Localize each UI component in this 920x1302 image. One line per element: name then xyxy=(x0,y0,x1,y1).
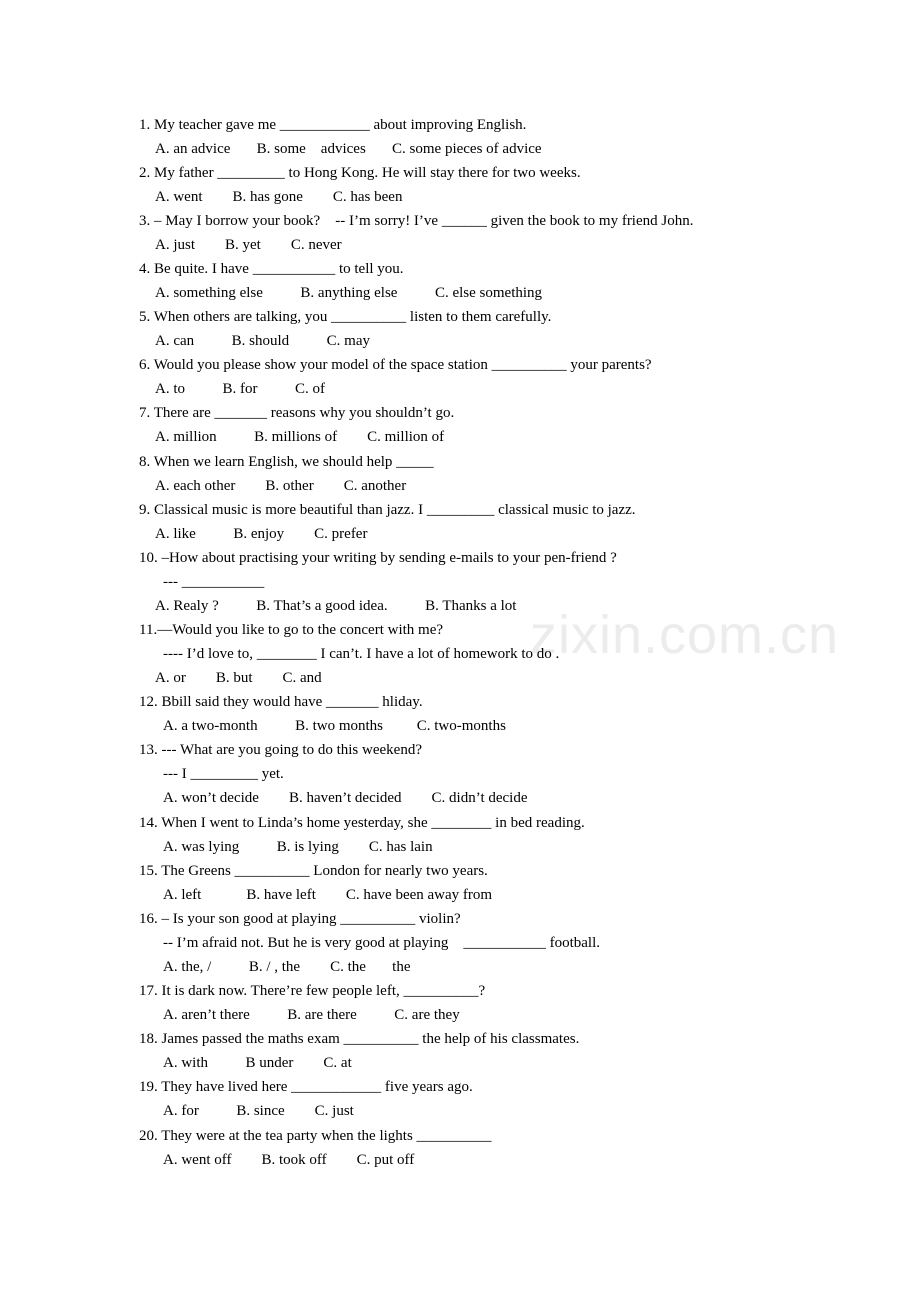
question-10: 10. –How about practising your writing by sending e-mails to your pen-friend ? xyxy=(139,550,617,566)
question-18: 18. James passed the maths exam __________ the help of his classmates. xyxy=(139,1031,580,1047)
options-7: A. million B. millions of C. million of xyxy=(155,429,445,445)
question-20: 20. They were at the tea party when the lights __________ xyxy=(139,1128,492,1144)
question-16: 16. – Is your son good at playing __________ violin? xyxy=(139,911,461,927)
options-9: A. like B. enjoy C. prefer xyxy=(155,526,368,542)
options-10: A. Realy ? B. That’s a good idea. B. Thanks a lot xyxy=(155,598,517,614)
question-6: 6. Would you please show your model of the space station __________ your parents? xyxy=(139,357,652,373)
question-1: 1. My teacher gave me ____________ about improving English. xyxy=(139,117,527,133)
options-20: A. went off B. took off C. put off xyxy=(163,1152,415,1168)
options-17: A. aren’t there B. are there C. are they xyxy=(163,1007,460,1023)
question-3: 3. – May I borrow your book? -- I’m sorry! I’ve ______ given the book to my friend John. xyxy=(139,213,694,229)
question-2: 2. My father _________ to Hong Kong. He will stay there for two weeks. xyxy=(139,165,581,181)
options-1: A. an advice B. some advices C. some pieces of advice xyxy=(155,141,542,157)
question-11-reply: ---- I’d love to, ________ I can’t. I have a lot of homework to do . xyxy=(163,646,560,662)
question-19: 19. They have lived here ____________ five years ago. xyxy=(139,1079,473,1095)
question-16-reply: -- I’m afraid not. But he is very good at playing ___________ football. xyxy=(163,935,600,951)
options-11: A. or B. but C. and xyxy=(155,670,322,686)
question-8: 8. When we learn English, we should help _____ xyxy=(139,454,434,470)
options-8: A. each other B. other C. another xyxy=(155,478,407,494)
options-6: A. to B. for C. of xyxy=(155,381,325,397)
options-18: A. with B under C. at xyxy=(163,1055,352,1071)
options-15: A. left B. have left C. have been away from xyxy=(163,887,493,903)
question-9: 9. Classical music is more beautiful than jazz. I _________ classical music to jazz. xyxy=(139,502,636,518)
question-12: 12. Bbill said they would have _______ hliday. xyxy=(139,694,423,710)
options-16: A. the, / B. / , the C. the the xyxy=(163,959,411,975)
question-17: 17. It is dark now. There’re few people left, __________? xyxy=(139,983,486,999)
options-4: A. something else B. anything else C. else something xyxy=(155,285,543,301)
options-19: A. for B. since C. just xyxy=(163,1103,354,1119)
question-11: 11.—Would you like to go to the concert with me? xyxy=(139,622,444,638)
question-5: 5. When others are talking, you __________ listen to them carefully. xyxy=(139,309,552,325)
question-13-reply: --- I _________ yet. xyxy=(163,766,284,782)
question-10-reply: --- ___________ xyxy=(163,574,265,590)
question-4: 4. Be quite. I have ___________ to tell you. xyxy=(139,261,404,277)
options-3: A. just B. yet C. never xyxy=(155,237,342,253)
options-14: A. was lying B. is lying C. has lain xyxy=(163,839,433,855)
options-2: A. went B. has gone C. has been xyxy=(155,189,403,205)
watermark: zixin.com.cn xyxy=(530,605,840,665)
options-12: A. a two-month B. two months C. two-months xyxy=(163,718,506,734)
question-13: 13. --- What are you going to do this weekend? xyxy=(139,742,422,758)
question-14: 14. When I went to Linda’s home yesterday, she ________ in bed reading. xyxy=(139,815,585,831)
options-13: A. won’t decide B. haven’t decided C. didn’t decide xyxy=(163,790,528,806)
options-5: A. can B. should C. may xyxy=(155,333,370,349)
question-7: 7. There are _______ reasons why you shouldn’t go. xyxy=(139,405,455,421)
question-15: 15. The Greens __________ London for nearly two years. xyxy=(139,863,488,879)
